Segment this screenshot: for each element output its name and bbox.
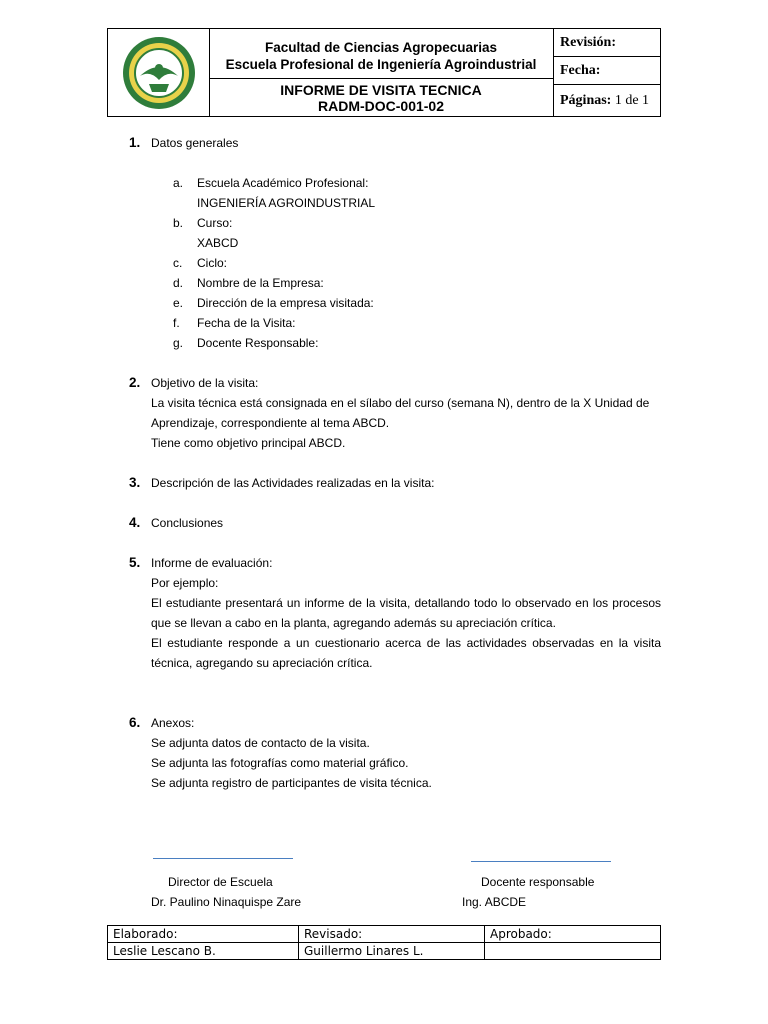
section-4-heading [129, 515, 223, 530]
evaluation-paragraph-1: El estudiante presentará un informe de la visita, detallando todo lo observado en los procesos que se llevan a cabo en la planta, agregando además su apreciación crítica. [151, 596, 661, 630]
school-name: Escuela Profesional de Ingeniería Agroindustrial [225, 57, 537, 72]
elaborado-label: Elaborado: [108, 926, 299, 943]
item-f-letter: f. [173, 316, 180, 330]
signature-right-name: Ing. ABCDE [462, 895, 527, 909]
section-number: 3. [129, 475, 141, 490]
signature-right-role: Docente responsable [481, 875, 595, 889]
aprobado-value [485, 943, 661, 960]
item-e-letter: e. [173, 296, 184, 310]
revisado-label: Revisado: [299, 926, 485, 943]
paginas-value: 1 de 1 [614, 93, 650, 108]
doc-title-cell [209, 79, 554, 116]
doc-title: INFORME DE VISITA TECNICA [280, 82, 482, 98]
signature-left-name: Dr. Paulino Ninaquispe Zare [151, 895, 302, 909]
item-a-letter: a. [173, 176, 184, 190]
section-5-heading [129, 555, 272, 570]
header-table [107, 28, 661, 117]
section-number: 6. [129, 715, 141, 730]
item-g-label: Docente Responsable: [197, 336, 319, 350]
item-f-label: Fecha de la Visita: [197, 316, 296, 330]
item-b-value: XABCD [197, 236, 239, 250]
evaluation-example: Por ejemplo: [151, 576, 219, 590]
doc-code: RADM-DOC-001-02 [317, 98, 445, 114]
revision-label: Revisión: [560, 35, 616, 50]
faculty-name: Facultad de Ciencias Agropecuarias [264, 40, 498, 55]
section-1-heading [129, 135, 238, 150]
annex-line-2: Se adjunta las fotografías como material gráfico. [151, 756, 409, 770]
section-6-heading [129, 715, 194, 730]
table-row [108, 943, 661, 960]
section-number: 1. [129, 135, 141, 150]
item-c-letter: c. [173, 256, 183, 270]
section-title: Conclusiones [151, 516, 224, 530]
objective-line-1: La visita técnica está consignada en el sílabo del curso (semana N), dentro de la X Unidad de [151, 396, 650, 410]
fecha-cell [554, 57, 660, 85]
revision-cell [554, 29, 660, 57]
item-g-letter: g. [173, 336, 184, 350]
item-d-label: Nombre de la Empresa: [197, 276, 324, 290]
item-b-letter: b. [173, 216, 184, 230]
section-title: Datos generales [151, 136, 239, 150]
logo-cell [108, 29, 210, 116]
section-title: Objetivo de la visita: [151, 376, 259, 390]
section-number: 5. [129, 555, 141, 570]
item-c-label: Ciclo: [197, 256, 228, 270]
item-a-label: Escuela Académico Profesional: [197, 176, 369, 190]
university-seal-icon [122, 36, 196, 110]
section-number: 4. [129, 515, 141, 530]
table-row [108, 926, 661, 943]
item-a-value: INGENIERÍA AGROINDUSTRIAL [197, 196, 376, 210]
section-3-heading [129, 475, 434, 490]
paginas-label: Páginas: [560, 93, 612, 108]
section-title: Informe de evaluación: [151, 556, 273, 570]
signature-left-role: Director de Escuela [168, 875, 273, 889]
objective-line-3: Tiene como objetivo principal ABCD. [151, 436, 346, 450]
annex-line-3: Se adjunta registro de participantes de visita técnica. [151, 776, 432, 790]
item-d-letter: d. [173, 276, 184, 290]
objective-line-2: Aprendizaje, correspondiente al tema ABCD. [151, 416, 390, 430]
item-e-label: Dirección de la empresa visitada: [197, 296, 374, 310]
section-title: Descripción de las Actividades realizadas en la visita: [151, 476, 435, 490]
header-title-cell [209, 29, 554, 79]
evaluation-paragraph-2: El estudiante responde a un cuestionario acerca de las actividades observadas en la visita técnica, agregando su apreciación crítica. [151, 636, 661, 670]
approval-table [107, 925, 661, 960]
aprobado-label: Aprobado: [485, 926, 661, 943]
signature-line-left [153, 858, 293, 859]
elaborado-value: Leslie Lescano B. [108, 943, 299, 960]
signature-line-right [471, 861, 611, 862]
fecha-label: Fecha: [560, 63, 601, 78]
section-title: Anexos: [151, 716, 195, 730]
item-b-label: Curso: [197, 216, 233, 230]
section-number: 2. [129, 375, 141, 390]
section-2-heading [129, 375, 258, 390]
revisado-value: Guillermo Linares L. [299, 943, 485, 960]
annex-line-1: Se adjunta datos de contacto de la visita. [151, 736, 370, 750]
paginas-cell [554, 85, 660, 116]
